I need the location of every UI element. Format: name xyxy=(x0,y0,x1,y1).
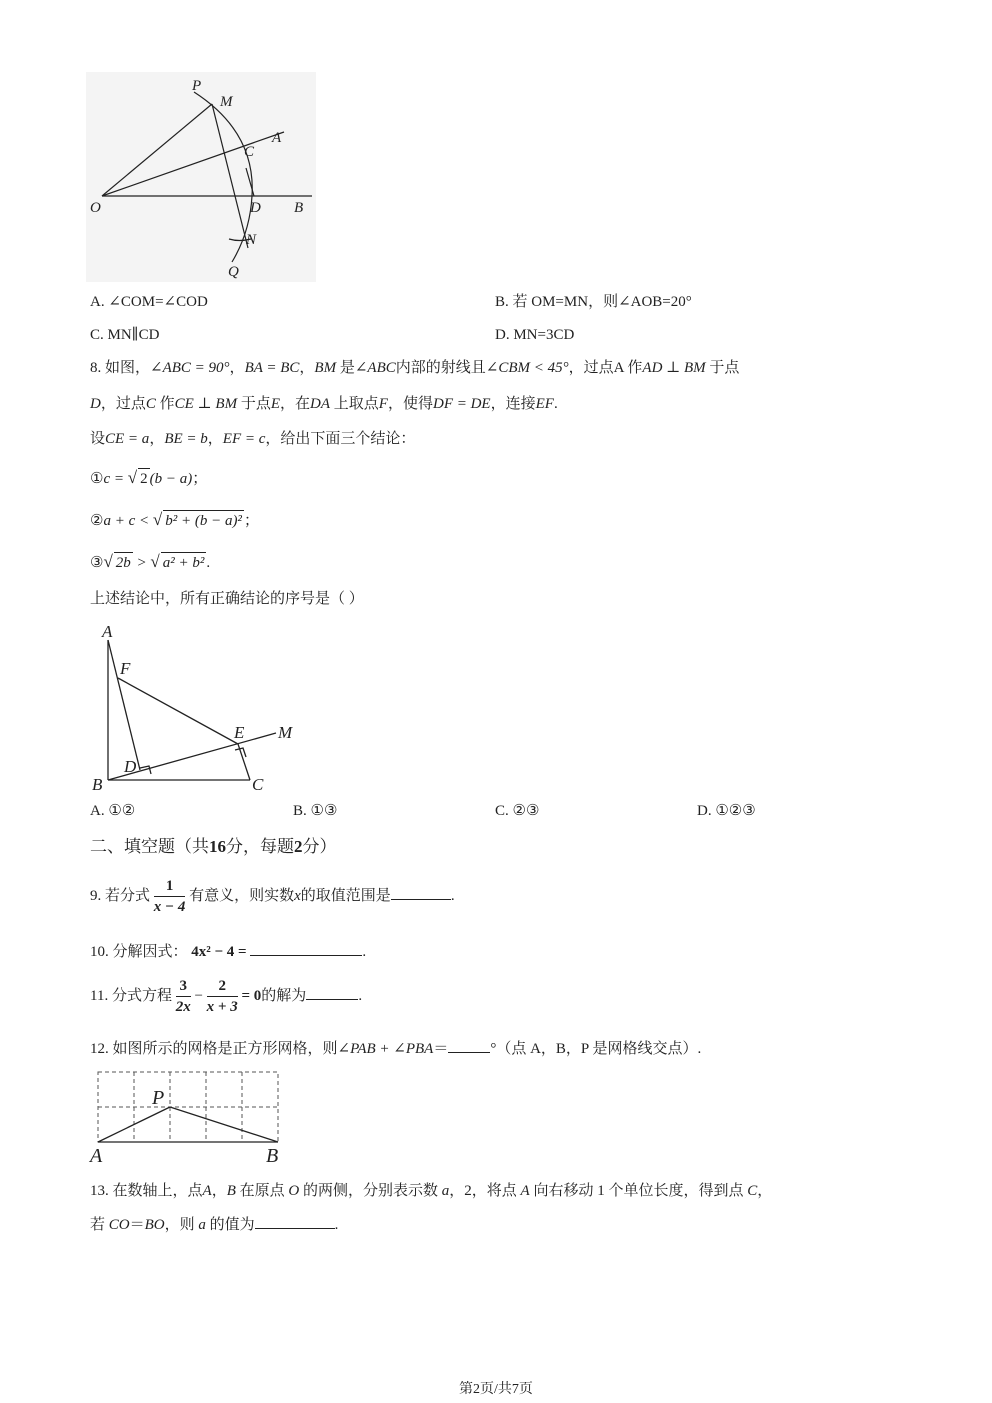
q7-label-P: P xyxy=(192,78,202,94)
q10 xyxy=(90,941,366,962)
text: 分） xyxy=(302,837,337,856)
math: DA xyxy=(310,396,331,412)
text: . xyxy=(334,1217,339,1233)
option-text: ②③ xyxy=(512,803,540,819)
option-text: ∠COM=∠COD xyxy=(108,294,208,310)
math: AD ⊥ BM xyxy=(642,360,706,376)
q9 xyxy=(90,876,455,917)
q8-option-d xyxy=(697,801,756,821)
math: CO xyxy=(108,1217,130,1233)
text: 分，每题 xyxy=(226,837,294,856)
q8-option-b xyxy=(293,801,337,821)
numerator: 3 xyxy=(176,976,191,997)
text: 的解为 xyxy=(261,987,307,1004)
q12 xyxy=(90,1038,701,1059)
q8-label-C: C xyxy=(252,775,264,794)
circled-number: ③ xyxy=(90,555,104,571)
text: 上取点 xyxy=(330,396,379,412)
q7-label-D: D xyxy=(250,200,261,216)
text: 二、填空题（共 xyxy=(90,837,209,856)
math: A xyxy=(520,1183,530,1199)
q8-label-B: B xyxy=(92,775,103,794)
text: ， xyxy=(757,1183,773,1199)
text: 16 xyxy=(209,837,226,856)
option-letter: A. xyxy=(90,803,105,819)
text: 8. 如图， xyxy=(90,360,151,376)
option-letter: D. xyxy=(697,803,712,819)
text: 的值为 xyxy=(205,1217,255,1233)
math: a xyxy=(198,1217,206,1233)
text: ，过点 xyxy=(100,396,146,412)
q7-label-Q: Q xyxy=(228,264,239,280)
option-letter: C. xyxy=(495,803,509,819)
text: 2 xyxy=(294,837,303,856)
q12-figure xyxy=(88,1064,298,1168)
q7-option-a xyxy=(90,292,208,312)
text: ， xyxy=(211,1183,227,1199)
text: ＝ xyxy=(433,1041,449,1057)
math: = 0 xyxy=(241,987,262,1004)
math: C xyxy=(747,1183,758,1199)
text: . xyxy=(553,396,558,412)
q7-label-N: N xyxy=(246,232,257,248)
answer-blank[interactable] xyxy=(448,1038,490,1053)
q7-label-A: A xyxy=(272,130,282,146)
text: 11. 分式方程 xyxy=(90,987,172,1004)
option-letter: B. xyxy=(495,294,509,310)
q8-conclusion-3 xyxy=(90,552,210,573)
q8-option-c xyxy=(495,801,539,821)
q8-question: 上述结论中，所有正确结论的序号是（ ） xyxy=(90,591,364,607)
math: − xyxy=(194,987,203,1004)
fraction xyxy=(207,976,238,1017)
text: 若 xyxy=(90,1217,109,1233)
text: 向右移动 1 个单位长度，得到点 xyxy=(529,1183,748,1199)
text: 的两侧，分别表示数 xyxy=(299,1183,442,1199)
q8-figure xyxy=(88,620,308,796)
text: ， xyxy=(299,360,315,376)
text: 有意义，则实数 xyxy=(189,887,295,904)
option-text: ①③ xyxy=(310,803,338,819)
answer-blank[interactable] xyxy=(306,985,358,1000)
numerator: 2 xyxy=(207,976,238,997)
math: ∠PAB + ∠PBA xyxy=(337,1041,434,1057)
q8-label-A: A xyxy=(102,622,113,641)
text: ，使得 xyxy=(387,396,433,412)
text: ，过点A 作 xyxy=(568,360,643,376)
q13-line-2 xyxy=(90,1214,338,1235)
q7-option-b xyxy=(495,292,692,312)
text: 在原点 xyxy=(235,1183,289,1199)
math: a² + b² xyxy=(161,552,207,573)
answer-blank[interactable] xyxy=(255,1214,335,1229)
math: O xyxy=(288,1183,300,1199)
text: °（点 A，B，P 是网格线交点）. xyxy=(490,1041,702,1057)
sqrt-icon: √ xyxy=(127,468,138,487)
math: B xyxy=(226,1183,236,1199)
circled-number: ① xyxy=(90,471,104,487)
q8-label-M: M xyxy=(278,723,293,742)
math: BE = b xyxy=(164,431,208,447)
option-letter: A. xyxy=(90,294,105,310)
text: 设 xyxy=(90,431,106,447)
math: EF xyxy=(535,396,554,412)
math: b² + (b − a)² xyxy=(163,510,244,531)
page-footer: 第2页/共7页 xyxy=(459,1382,533,1397)
q7-option-d xyxy=(495,325,574,345)
q7-label-O: O xyxy=(90,200,101,216)
math: a xyxy=(441,1183,450,1199)
q7-label-M: M xyxy=(220,94,233,110)
option-text: ①②③ xyxy=(715,803,756,819)
text: ＝ xyxy=(129,1217,145,1233)
math: ∠ABC = 90° xyxy=(150,360,230,376)
text: ； xyxy=(192,471,208,487)
text: ， xyxy=(207,431,223,447)
text: ，连接 xyxy=(490,396,536,412)
text: ， xyxy=(229,360,245,376)
text: 作 xyxy=(155,396,175,412)
text: 9. 若分式 xyxy=(90,887,151,904)
sqrt-icon: √ xyxy=(150,552,160,571)
text: 10. 分解因式： xyxy=(90,944,188,960)
option-text: 若 OM=MN，则∠AOB=20° xyxy=(512,294,692,310)
q8-conclusion-1 xyxy=(90,468,207,489)
q11 xyxy=(90,976,362,1017)
option-letter: D. xyxy=(495,327,510,343)
q8-line-3 xyxy=(90,429,415,449)
text: . xyxy=(206,555,211,571)
text: ，在 xyxy=(280,396,311,412)
q7-label-C: C xyxy=(244,144,255,160)
fraction xyxy=(176,976,191,1017)
math: CE ⊥ BM xyxy=(174,396,238,412)
fraction xyxy=(154,876,186,917)
option-text: ①② xyxy=(108,803,136,819)
math: 2b xyxy=(114,552,133,573)
answer-blank[interactable] xyxy=(250,941,362,956)
math: (b − a) xyxy=(149,471,193,487)
numerator: 1 xyxy=(154,876,186,897)
text: 于点 xyxy=(237,396,271,412)
math: ∠CBM < 45° xyxy=(485,360,569,376)
math: D xyxy=(90,396,101,412)
denominator: x − 4 xyxy=(153,899,186,915)
math: ∠ABC xyxy=(354,360,396,376)
math: 2 xyxy=(138,468,150,489)
math: CE = a xyxy=(105,431,150,447)
text: 于点 xyxy=(705,360,740,376)
text: . xyxy=(358,987,363,1004)
denominator: x + 3 xyxy=(206,999,238,1015)
q8-line-1 xyxy=(90,358,739,378)
text: 13. 在数轴上，点 xyxy=(90,1183,203,1199)
math: x xyxy=(294,887,301,904)
sqrt-icon: √ xyxy=(103,552,113,571)
text: 内部的射线且 xyxy=(395,360,486,376)
math: BO xyxy=(144,1217,165,1233)
text: ； xyxy=(243,513,259,529)
text: ，2，将点 xyxy=(449,1183,521,1199)
text: ，则 xyxy=(164,1217,199,1233)
q8-conclusion-2 xyxy=(90,510,259,531)
denominator: 2x xyxy=(175,999,191,1015)
math: c = xyxy=(103,471,128,487)
option-letter: B. xyxy=(293,803,307,819)
q7-option-c xyxy=(90,325,159,345)
q13-line-1 xyxy=(90,1181,772,1201)
circled-number: ② xyxy=(90,513,104,529)
math: BA = BC xyxy=(244,360,300,376)
text: . xyxy=(362,944,367,960)
math: DF = DE xyxy=(432,396,491,412)
q7-label-B: B xyxy=(294,200,304,216)
option-text: MN∥CD xyxy=(107,327,160,343)
q8-label-E: E xyxy=(234,723,245,742)
math: A xyxy=(202,1183,212,1199)
text: ， xyxy=(149,431,165,447)
q8-line-2 xyxy=(90,394,558,414)
math: EF = c xyxy=(222,431,266,447)
math: a + c < xyxy=(103,513,153,529)
q8-label-D: D xyxy=(124,757,137,776)
section-heading xyxy=(90,836,337,858)
math: 4x² − 4 = xyxy=(191,944,251,960)
option-letter: C. xyxy=(90,327,104,343)
sqrt-icon: √ xyxy=(152,510,163,529)
math: > xyxy=(132,555,151,571)
q12-label-A: A xyxy=(90,1145,103,1167)
q7-figure xyxy=(86,72,316,282)
text: 的取值范围是 xyxy=(300,887,391,904)
answer-blank[interactable] xyxy=(391,885,451,900)
text: . xyxy=(450,887,455,904)
text: 12. 如图所示的网格是正方形网格，则 xyxy=(90,1041,338,1057)
text: 是 xyxy=(336,360,355,376)
q12-label-P: P xyxy=(152,1087,165,1109)
q12-label-B: B xyxy=(266,1145,279,1167)
q8-label-F: F xyxy=(120,659,131,678)
math: BM xyxy=(314,360,337,376)
text: ，给出下面三个结论： xyxy=(265,431,416,447)
q8-option-a xyxy=(90,801,135,821)
option-text: MN=3CD xyxy=(513,327,575,343)
math: C xyxy=(145,396,156,412)
math: E xyxy=(270,396,281,412)
math: F xyxy=(378,396,388,412)
